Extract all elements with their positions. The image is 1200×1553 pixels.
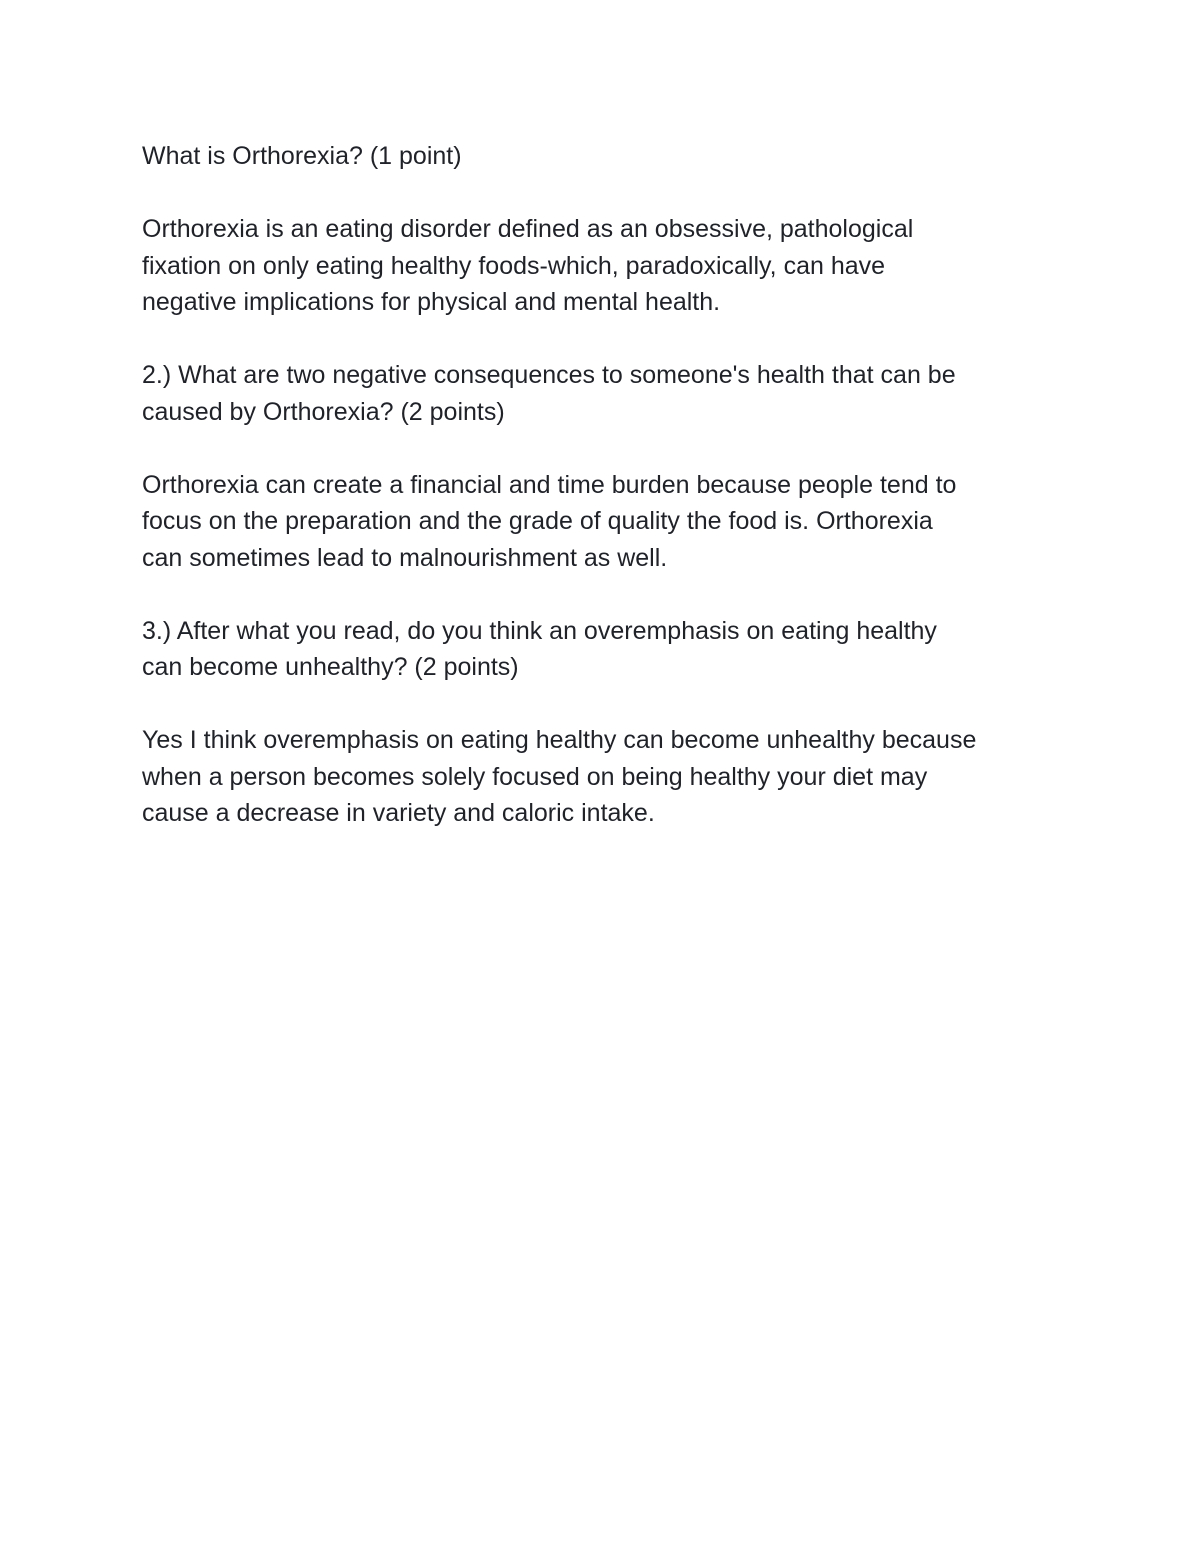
answer-1-line: Orthorexia is an eating disorder defined as an obsessive, pathological — [142, 215, 914, 243]
question-3-line: 3.) After what you read, do you think an overemphasis on eating healthy — [142, 616, 937, 645]
question-1-line: What is Orthorexia? (1 point) — [142, 142, 462, 170]
answer-3-line: Yes I think overemphasis on eating healthy can become unhealthy because — [142, 726, 977, 754]
answer-2-line: can sometimes lead to malnourishment as well. — [142, 543, 668, 572]
question-2 — [142, 357, 1072, 430]
answer-1-line: negative implications for physical and mental health. — [142, 288, 721, 316]
answer-1-line: fixation on only eating healthy foods-which, paradoxically, can have — [142, 251, 886, 280]
answer-2 — [142, 467, 1072, 577]
answer-1 — [142, 211, 1072, 321]
answer-3-line: when a person becomes solely focused on being healthy your diet may — [142, 762, 928, 791]
question-2-line: caused by Orthorexia? (2 points) — [142, 397, 505, 426]
question-1 — [142, 138, 1072, 175]
answer-2-line: focus on the preparation and the grade of quality the food is. Orthorexia — [142, 507, 933, 535]
question-3 — [142, 613, 1072, 686]
answer-3-line: cause a decrease in variety and caloric intake. — [142, 799, 655, 827]
answer-3 — [142, 722, 1072, 832]
question-3-line: can become unhealthy? (2 points) — [142, 653, 519, 681]
answer-2-line: Orthorexia can create a financial and time burden because people tend to — [142, 470, 957, 499]
question-2-line: 2.) What are two negative consequences to someone's health that can be — [142, 361, 956, 389]
document-body — [142, 138, 1072, 868]
